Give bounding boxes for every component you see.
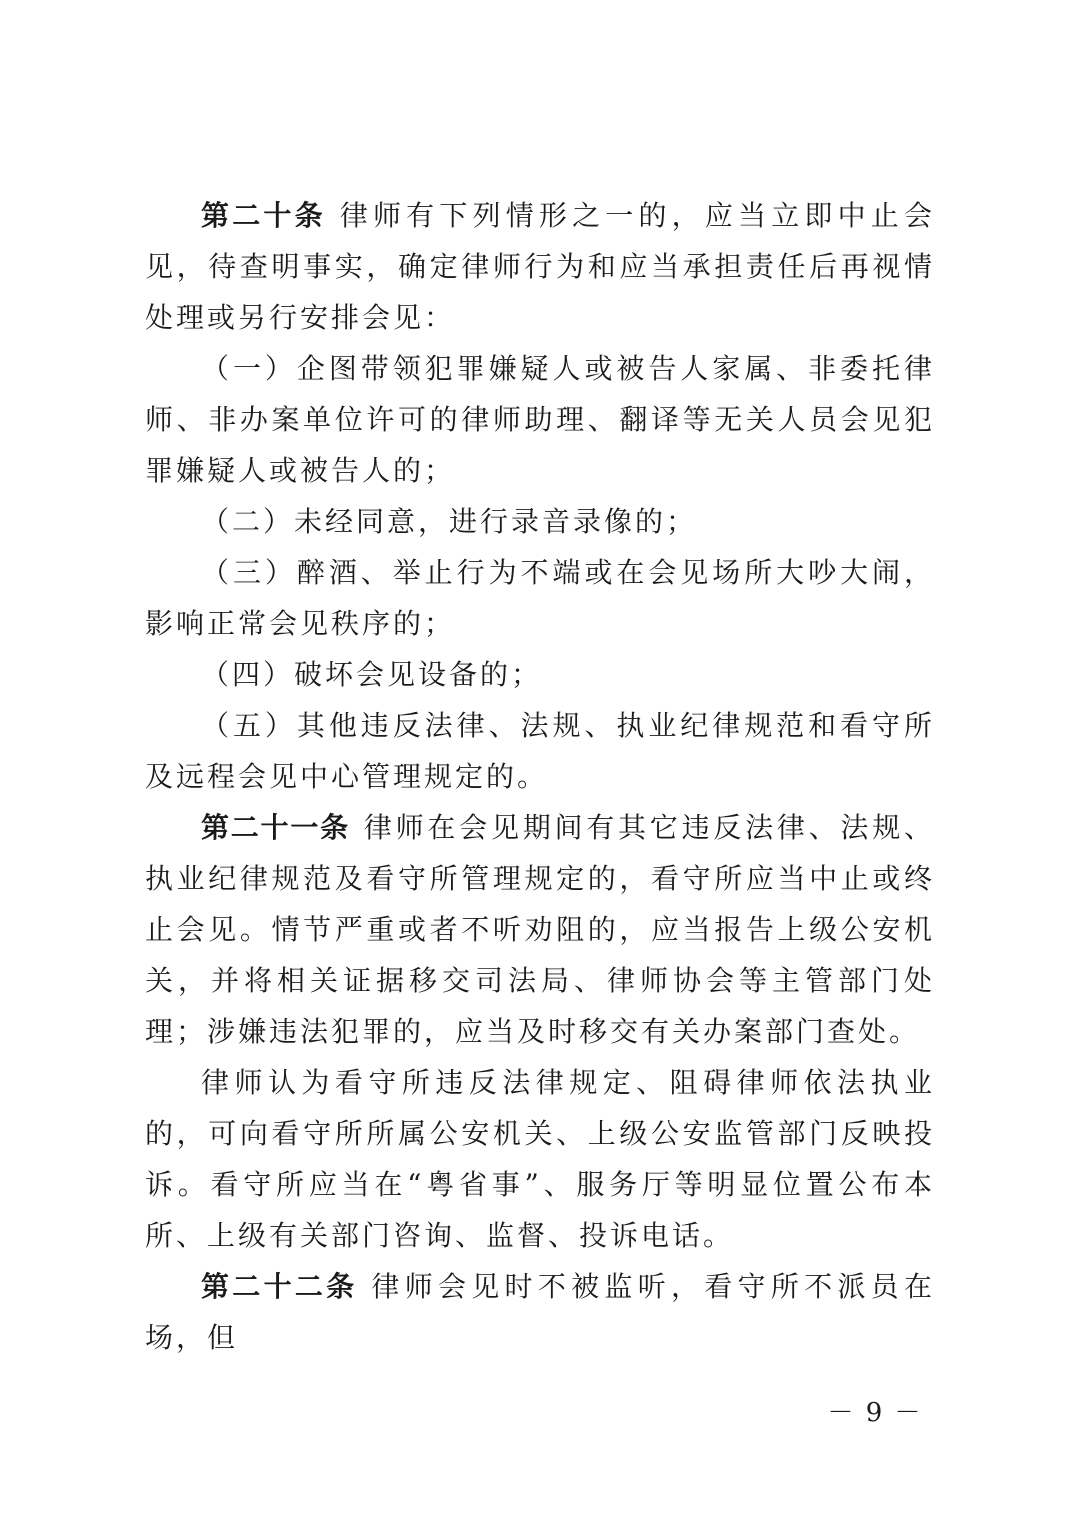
paragraph-article-20 xyxy=(145,190,935,343)
list-item-4 xyxy=(145,649,935,700)
article-title: 第二十条 xyxy=(201,199,326,232)
paragraph-text: 律师认为看守所违反法律规定、阻碍律师依法执业的，可向看守所所属公安机关、上级公安监管部门反映投诉。看守所应当在“粤省事”、服务厅等明显位置公布本所、上级有关部门咨询、监督、投诉电话。 xyxy=(145,1066,935,1252)
list-item-1 xyxy=(145,343,935,496)
list-item-2 xyxy=(145,496,935,547)
document-page xyxy=(145,190,935,1363)
page-number: － 9 － xyxy=(827,1398,923,1428)
paragraph-text: （三）醉酒、举止行为不端或在会见场所大吵大闹，影响正常会见秩序的； xyxy=(145,556,935,640)
article-title: 第二十二条 xyxy=(201,1270,358,1303)
list-item-5 xyxy=(145,700,935,802)
paragraph-complaint xyxy=(145,1057,935,1261)
paragraph-text: 律师在会见期间有其它违反法律、法规、执业纪律规范及看守所管理规定的，看守所应当中止或终止会见。情节严重或者不听劝阻的，应当报告上级公安机关，并将相关证据移交司法局、律师协会等主管部门处理；涉嫌违法犯罪的，应当及时移交有关办案部门查处。 xyxy=(145,811,935,1048)
paragraph-text: （四）破坏会见设备的； xyxy=(201,658,543,691)
paragraph-text: （五）其他违反法律、法规、执业纪律规范和看守所及远程会见中心管理规定的。 xyxy=(145,709,935,793)
paragraph-text: 律师有下列情形之一的，应当立即中止会见，待查明事实，确定律师行为和应当承担责任后再视情处理或另行安排会见： xyxy=(145,199,935,334)
paragraph-text: 律师会见时不被监听，看守所不派员在场，但 xyxy=(145,1270,935,1354)
paragraph-article-22 xyxy=(145,1261,935,1363)
paragraph-text: （一）企图带领犯罪嫌疑人或被告人家属、非委托律师、非办案单位许可的律师助理、翻译等无关人员会见犯罪嫌疑人或被告人的； xyxy=(145,352,935,487)
article-title: 第二十一条 xyxy=(201,811,350,844)
list-item-3 xyxy=(145,547,935,649)
paragraph-article-21 xyxy=(145,802,935,1057)
paragraph-text: （二）未经同意，进行录音录像的； xyxy=(201,505,698,538)
